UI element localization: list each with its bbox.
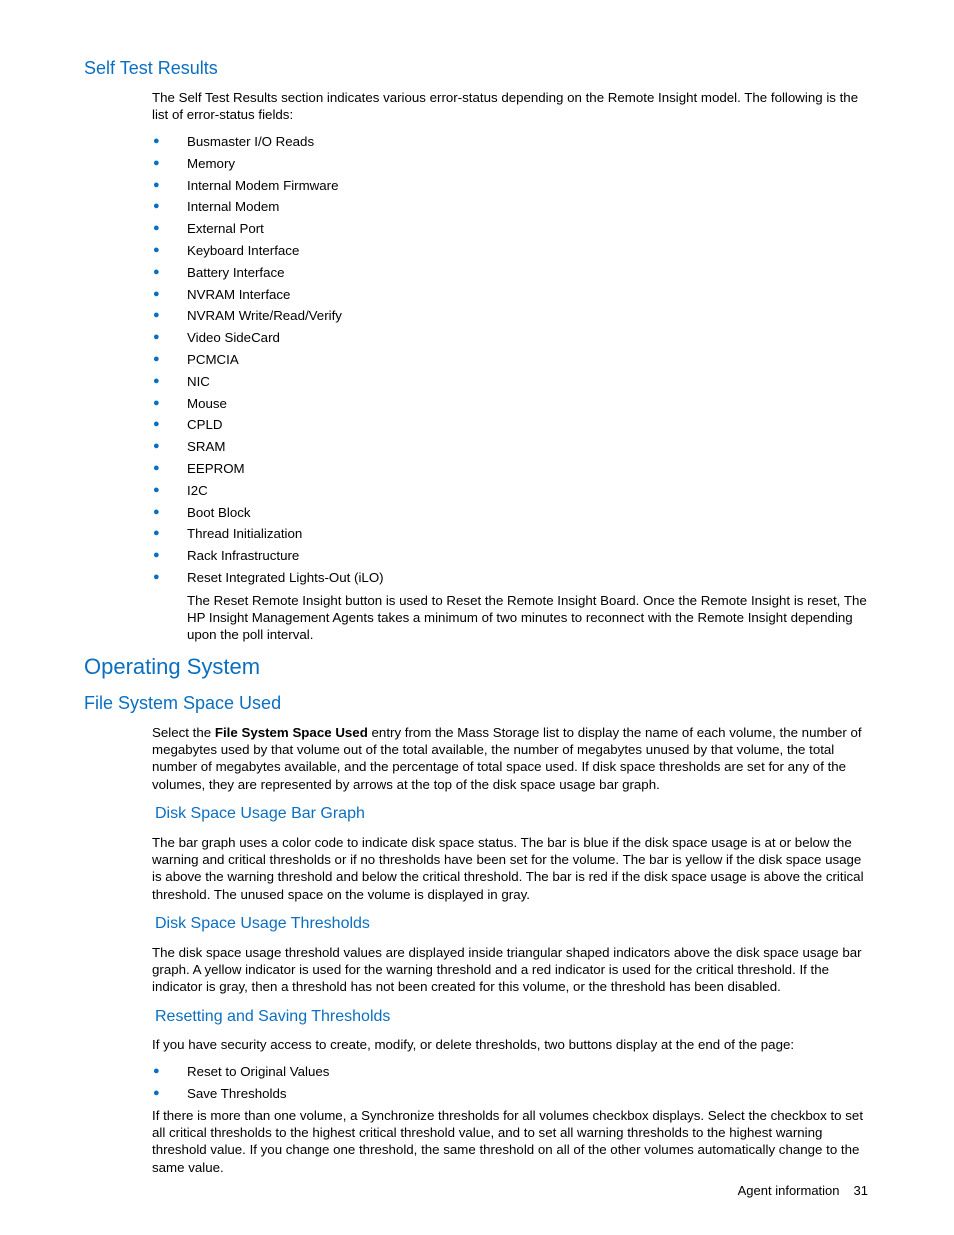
threshold-buttons-list	[152, 1061, 329, 1105]
list-item: ● Mouse	[152, 393, 384, 415]
footer-label: Agent information	[737, 1183, 840, 1198]
list-item: ● I2C	[152, 480, 384, 502]
bullet-icon: ●	[153, 331, 160, 344]
error-status-list	[152, 131, 384, 589]
list-item: ● Video SideCard	[152, 327, 384, 349]
list-item: ● PCMCIA	[152, 349, 384, 371]
self-test-heading: Self Test Results	[84, 58, 218, 78]
bullet-icon: ●	[153, 527, 160, 540]
list-item: ● CPLD	[152, 414, 384, 436]
bullet-icon: ●	[153, 440, 160, 453]
bullet-icon: ●	[153, 374, 160, 387]
bar-graph-heading: Disk Space Usage Bar Graph	[155, 805, 365, 822]
page-number: 31	[853, 1183, 868, 1198]
file-system-bold-term: File System Space Used	[214, 725, 368, 740]
bar-graph-text: The bar graph uses a color code to indicate disk space status. The bar is blue if the disk space usage is at or below the warning and critical thresholds or if no thresholds have been set for the volume. The bar is yellow if the disk space usage is above the warning threshold and below the critical threshold. The bar is red if the disk space usage is above the critical threshold. The unused space on the volume is displayed in gray.	[152, 835, 864, 902]
bullet-icon: ●	[153, 287, 160, 300]
bullet-icon: ●	[153, 396, 160, 409]
bullet-icon: ●	[153, 200, 160, 213]
bullet-icon: ●	[153, 570, 160, 583]
list-item: ● Internal Modem	[152, 196, 384, 218]
list-item: ● Keyboard Interface	[152, 240, 384, 262]
thresholds-heading: Disk Space Usage Thresholds	[155, 915, 370, 932]
list-item: ● Busmaster I/O Reads	[152, 131, 384, 153]
bullet-icon: ●	[153, 135, 160, 147]
list-item: ● Battery Interface	[152, 262, 384, 284]
resetting-heading: Resetting and Saving Thresholds	[155, 1008, 391, 1025]
list-item: ● NIC	[152, 371, 384, 393]
self-test-intro: The Self Test Results section indicates various error-status depending on the Remote Insight model. The following is the list of error-status fields:	[152, 90, 859, 123]
list-item: ● Boot Block	[152, 502, 384, 524]
list-item: ● Reset to Original Values	[152, 1061, 329, 1083]
bullet-icon: ●	[153, 418, 160, 431]
thresholds-text: The disk space usage threshold values are displayed inside triangular shaped indicators above the disk space usage bar graph. A yellow indicator is used for the warning threshold and a red indicator is used for the critical threshold. If the indicator is gray, then a threshold has not been created for this volume, or the threshold has been disabled.	[152, 945, 862, 995]
reset-note: The Reset Remote Insight button is used to Reset the Remote Insight Board. Once the Remote Insight is reset, The HP Insight Management Agents takes a minimum of two minutes to reconnect with the Remote Insight depending upon the poll interval.	[187, 593, 867, 643]
list-item: ● Rack Infrastructure	[152, 545, 384, 567]
bullet-icon: ●	[153, 178, 160, 191]
bullet-icon: ●	[153, 352, 160, 365]
bullet-icon: ●	[153, 222, 160, 235]
file-system-intro: Select the File System Space Used entry from the Mass Storage list to display the name of each volume, the number of megabytes used by that volume out of the total available, the number of megabytes unused by that volume, the total number of megabytes available, and the percentage of total space used. If disk space thresholds are set for any of the volumes, they are represented by arrows at the top of the disk space usage bar graph.	[152, 725, 862, 792]
bullet-icon: ●	[153, 1086, 160, 1099]
list-item: ● Reset Integrated Lights-Out (iLO)	[152, 567, 384, 589]
list-item: ● Save Thresholds	[152, 1083, 329, 1105]
resetting-intro: If you have security access to create, modify, or delete thresholds, two buttons display at the end of the page:	[152, 1037, 795, 1052]
bullet-icon: ●	[153, 505, 160, 518]
bullet-icon: ●	[153, 265, 160, 278]
bullet-icon: ●	[153, 1065, 160, 1077]
list-item: ● NVRAM Interface	[152, 284, 384, 306]
list-item: ● Internal Modem Firmware	[152, 175, 384, 197]
list-item: ● EEPROM	[152, 458, 384, 480]
list-item: ● NVRAM Write/Read/Verify	[152, 305, 384, 327]
list-item: ● Memory	[152, 153, 384, 175]
bullet-icon: ●	[153, 483, 160, 496]
bullet-icon: ●	[153, 243, 160, 256]
operating-system-heading: Operating System	[84, 654, 261, 679]
list-item: ● Thread Initialization	[152, 523, 384, 545]
bullet-icon: ●	[153, 156, 160, 169]
bullet-icon: ●	[153, 549, 160, 562]
list-item: ● SRAM	[152, 436, 384, 458]
bullet-icon: ●	[153, 461, 160, 474]
bullet-icon: ●	[153, 309, 160, 322]
page-footer	[738, 1182, 868, 1200]
resetting-closing: If there is more than one volume, a Synchronize thresholds for all volumes checkbox displays. Select the checkbox to set all critical thresholds to the highest critical threshold value, and to set all warning thresholds to the highest warning threshold value. If you change one threshold, the same threshold on all of the other volumes automatically change to the same value.	[152, 1108, 864, 1175]
list-item: ● External Port	[152, 218, 384, 240]
file-system-heading: File System Space Used	[84, 693, 282, 713]
